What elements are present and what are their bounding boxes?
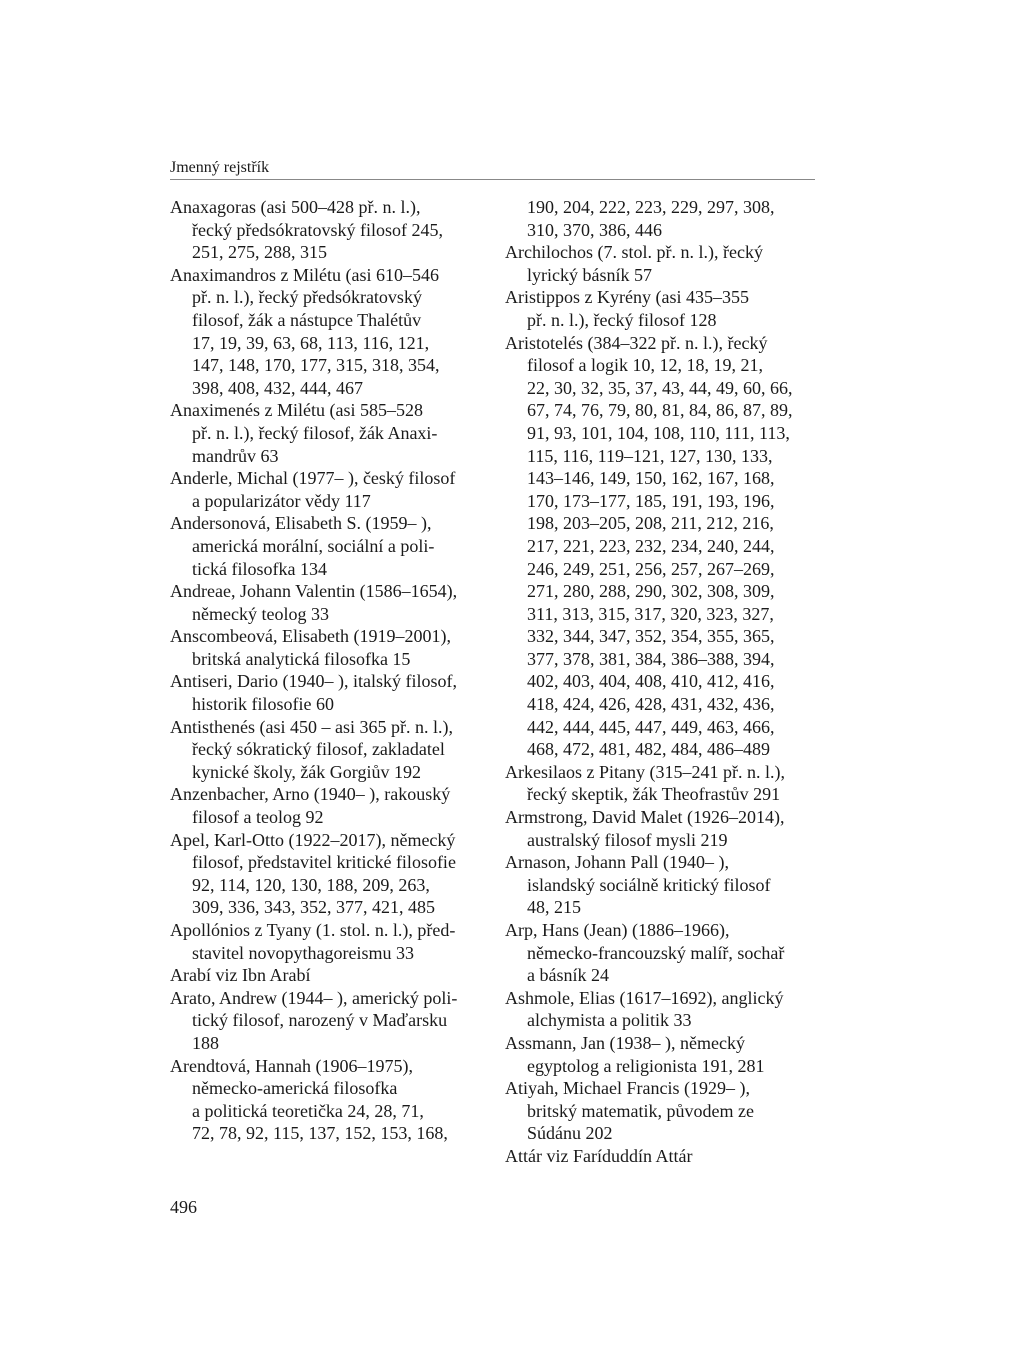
index-entry-continuation: 217, 221, 223, 232, 234, 240, 244,: [527, 535, 775, 556]
index-entry-continuation: 22, 30, 32, 35, 37, 43, 44, 49, 60, 66,: [527, 377, 793, 398]
index-entry-line: Armstrong, David Malet (1926–2014),: [505, 807, 785, 828]
index-entry-continuation: př. n. l.), řecký filosof, žák Anaxi-: [192, 422, 438, 443]
index-entry-line: Andreae, Johann Valentin (1586–1654),: [170, 581, 458, 602]
index-entry-continuation: britská analytická filosofka 15: [192, 648, 411, 669]
index-entry-continuation: kynické školy, žák Gorgiův 192: [192, 761, 421, 782]
index-entry-continuation: 246, 249, 251, 256, 257, 267–269,: [527, 558, 775, 579]
index-entry-continuation: 377, 378, 381, 384, 386–388, 394,: [527, 648, 775, 669]
index-entry-continuation: německo-francouzský malíř, sochař: [527, 942, 785, 963]
index-entry-continuation: 188: [192, 1032, 219, 1053]
index-entry-line: Anaxagoras (asi 500–428 př. n. l.),: [170, 197, 421, 217]
index-entry-continuation: egyptolog a religionista 191, 281: [527, 1055, 765, 1076]
index-entry-continuation: řecký předsókratovský filosof 245,: [192, 219, 443, 240]
index-entry-continuation: 91, 93, 101, 104, 108, 110, 111, 113,: [527, 422, 790, 443]
index-entry-line: Anzenbacher, Arno (1940– ), rakouský: [170, 784, 451, 805]
index-entry-continuation: 309, 336, 343, 352, 377, 421, 485: [192, 897, 435, 918]
index-entry-line: Antiseri, Dario (1940– ), italský filosof,: [170, 671, 457, 692]
index-entry-continuation: americká morální, sociální a poli-: [192, 535, 435, 556]
index-entry-continuation: 271, 280, 288, 290, 302, 308, 309,: [527, 581, 775, 602]
index-entry-line: Aristippos z Kyrény (asi 435–355: [505, 287, 749, 308]
index-entry-continuation: stavitel novopythagoreismu 33: [192, 942, 414, 963]
index-entry-line: Archilochos (7. stol. př. n. l.), řecký: [505, 242, 763, 263]
index-entry-continuation: 143–146, 149, 150, 162, 167, 168,: [527, 468, 775, 489]
index-entry-continuation: alchymista a politik 33: [527, 1010, 692, 1031]
page-number: 496: [170, 1197, 197, 1217]
index-entry-continuation: a politická teoretička 24, 28, 71,: [192, 1100, 424, 1121]
index-entry-continuation: tická filosofka 134: [192, 558, 327, 579]
index-entry-continuation: řecký sókratický filosof, zakladatel: [192, 739, 445, 760]
index-entry-continuation: filosof a teolog 92: [192, 807, 324, 828]
index-entry-line: Arato, Andrew (1944– ), americký poli-: [170, 987, 458, 1008]
index-entry-continuation: lyrický básník 57: [527, 264, 652, 285]
index-entry-line: Anaximenés z Milétu (asi 585–528: [170, 400, 423, 421]
index-entry-continuation: 198, 203–205, 208, 211, 212, 216,: [527, 513, 774, 534]
index-entry-line: Arkesilaos z Pitany (315–241 př. n. l.),: [505, 761, 785, 782]
index-entry-continuation: filosof, žák a nástupce Thalétův: [192, 309, 422, 330]
index-entry-continuation: německý teolog 33: [192, 603, 329, 624]
index-entry-line: Arnason, Johann Pall (1940– ),: [505, 852, 729, 873]
index-entry-line: Assmann, Jan (1938– ), německý: [505, 1032, 745, 1053]
index-entry-line: Anscombeová, Elisabeth (1919–2001),: [170, 626, 451, 647]
index-entry-line: Ashmole, Elias (1617–1692), anglický: [505, 987, 784, 1008]
index-entry-continuation: 67, 74, 76, 79, 80, 81, 84, 86, 87, 89,: [527, 400, 793, 421]
index-entry-continuation: 147, 148, 170, 177, 315, 318, 354,: [192, 355, 440, 376]
index-entry-continuation: historik filosofie 60: [192, 694, 334, 715]
index-entry-continuation: 48, 215: [527, 897, 581, 918]
index-entry-continuation: 92, 114, 120, 130, 188, 209, 263,: [192, 874, 430, 895]
index-entry-continuation: 402, 403, 404, 408, 410, 412, 416,: [527, 671, 775, 692]
index-entry-continuation: 398, 408, 432, 444, 467: [192, 377, 363, 398]
index-entry-continuation: islandský sociálně kritický filosof: [527, 874, 771, 895]
index-entry-continuation: 332, 344, 347, 352, 354, 355, 365,: [527, 626, 775, 647]
index-column-right: [505, 196, 817, 1168]
index-entry-continuation: 17, 19, 39, 63, 68, 113, 116, 121,: [192, 332, 430, 353]
index-entry-continuation: 418, 424, 426, 428, 431, 432, 436,: [527, 694, 775, 715]
index-entry-line: Arp, Hans (Jean) (1886–1966),: [505, 920, 730, 940]
index-entry-continuation: 115, 116, 119–121, 127, 130, 133,: [527, 445, 773, 466]
index-entry-line: Antisthenés (asi 450 – asi 365 př. n. l.),: [170, 716, 453, 737]
index-entry-line: Atiyah, Michael Francis (1929– ),: [505, 1078, 750, 1099]
index-entry-line: Attár viz Faríduddín Attár: [505, 1145, 693, 1166]
index-entry-continuation: řecký skeptik, žák Theofrastův 291: [527, 784, 781, 805]
index-entry-continuation: př. n. l.), řecký filosof 128: [527, 309, 717, 330]
index-entry-continuation: 310, 370, 386, 446: [527, 219, 662, 240]
index-entry-continuation: a básník 24: [527, 965, 609, 986]
index-entry-continuation: 311, 313, 315, 317, 320, 323, 327,: [527, 603, 774, 624]
index-entry-line: Anderle, Michal (1977– ), český filosof: [170, 468, 456, 489]
index-entry-continuation: 251, 275, 288, 315: [192, 242, 327, 263]
header-rule: [170, 179, 815, 180]
index-entry-continuation: 442, 444, 445, 447, 449, 463, 466,: [527, 716, 775, 737]
index-entry-continuation: filosof a logik 10, 12, 18, 19, 21,: [527, 355, 763, 376]
index-entry-line: Arabí viz Ibn Arabí: [170, 965, 311, 986]
index-entry-continuation: mandrův 63: [192, 445, 279, 466]
index-entry-line: Arendtová, Hannah (1906–1975),: [170, 1055, 413, 1076]
index-entry-continuation: a popularizátor vědy 117: [192, 490, 371, 511]
index-entry-continuation: Súdánu 202: [527, 1123, 613, 1144]
running-header: Jmenný rejstřík: [170, 159, 270, 176]
index-entry-continuation: tický filosof, narozený v Maďarsku: [192, 1010, 448, 1031]
index-entry-line: Apel, Karl-Otto (1922–2017), německý: [170, 829, 456, 850]
index-entry-continuation: filosof, představitel kritické filosofie: [192, 852, 456, 873]
index-entry-continuation: britský matematik, původem ze: [527, 1100, 754, 1121]
index-entry-continuation: 190, 204, 222, 223, 229, 297, 308,: [527, 197, 775, 217]
index-entry-line: Aristotelés (384–322 př. n. l.), řecký: [505, 332, 768, 353]
index-entry-continuation: australský filosof mysli 219: [527, 829, 728, 850]
index-entry-line: Apollónios z Tyany (1. stol. n. l.), před-: [170, 920, 456, 940]
index-entry-continuation: 468, 472, 481, 482, 484, 486–489: [527, 739, 770, 760]
index-entry-continuation: 72, 78, 92, 115, 137, 152, 153, 168,: [192, 1123, 448, 1144]
index-entry-continuation: 170, 173–177, 185, 191, 193, 196,: [527, 490, 775, 511]
index-entry-continuation: německo-americká filosofka: [192, 1078, 398, 1099]
index-entry-line: Anaximandros z Milétu (asi 610–546: [170, 264, 439, 285]
index-entry-line: Andersonová, Elisabeth S. (1959– ),: [170, 513, 432, 534]
index-column-left: [170, 196, 482, 1145]
index-entry-continuation: př. n. l.), řecký předsókratovský: [192, 287, 422, 308]
